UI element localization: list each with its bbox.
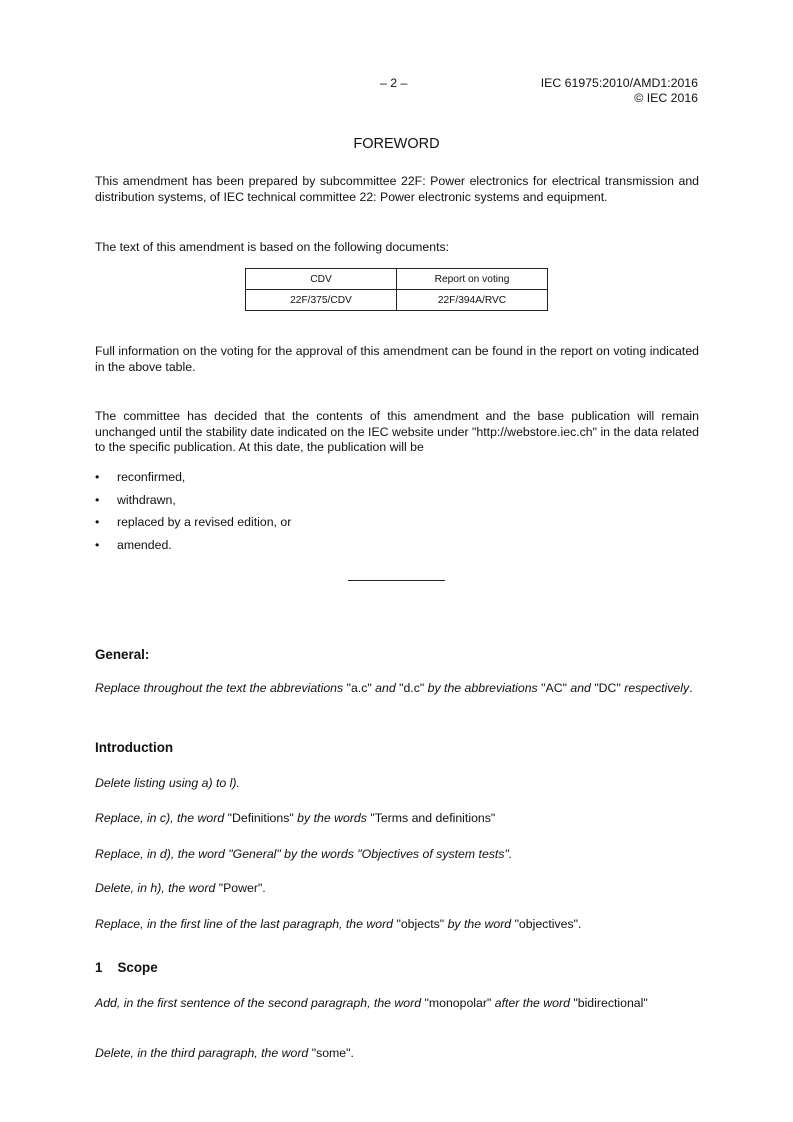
- foreword-paragraph-2: The text of this amendment is based on the following documents:: [95, 240, 450, 254]
- introduction-instruction-5: Replace, in the first line of the last paragraph, the word "objects" by the word "objectives".: [95, 917, 582, 931]
- list-item: • reconfirmed,: [95, 470, 186, 484]
- table-header-row: [246, 269, 548, 290]
- document-header: [541, 76, 698, 106]
- list-item: • amended.: [95, 537, 172, 552]
- table-cell-cdv: 22F/375/CDV: [246, 290, 397, 311]
- introduction-instruction-1: Delete listing using a) to l).: [95, 776, 240, 790]
- bullet-icon: •: [95, 470, 100, 484]
- introduction-instruction-3: Replace, in d), the word "General" by the words "Objectives of system tests".: [95, 847, 513, 861]
- list-item: • replaced by a revised edition, or: [95, 515, 292, 529]
- scope-number: 1: [95, 960, 103, 975]
- introduction-instruction-2: Replace, in c), the word "Definitions" by the words "Terms and definitions": [95, 811, 496, 825]
- foreword-title: FOREWORD: [353, 136, 440, 152]
- page-number: – 2 –: [380, 76, 408, 90]
- scope-instruction-2: Delete, in the third paragraph, the word "some".: [95, 1046, 354, 1060]
- table-cell-rvc: 22F/394A/RVC: [397, 290, 548, 311]
- introduction-heading: Introduction: [95, 740, 174, 755]
- scope-heading: [95, 960, 158, 976]
- foreword-paragraph-3: Full information on the voting for the approval of this amendment can be found in the report on voting indicated in the above table.: [95, 344, 699, 374]
- bullet-icon: •: [95, 537, 100, 552]
- documents-table: [245, 268, 548, 311]
- publication-status-list: [95, 470, 291, 560]
- foreword-paragraph-1: This amendment has been prepared by subcommittee 22F: Power electronics for electrical transmission and distribution systems, of IEC technical committee 22: Power electronic systems and equipment.: [95, 174, 699, 204]
- scope-title: Scope: [117, 960, 158, 975]
- table-row: [246, 290, 548, 311]
- table-header-cdv: CDV: [246, 269, 397, 290]
- bullet-icon: •: [95, 515, 100, 529]
- section-divider: [348, 580, 445, 581]
- list-item: • withdrawn,: [95, 492, 176, 507]
- general-instruction: Replace throughout the text the abbreviations "a.c" and "d.c" by the abbreviations "AC" and "DC" respectively.: [95, 681, 693, 695]
- introduction-instruction-4: Delete, in h), the word "Power".: [95, 881, 266, 895]
- document-id: IEC 61975:2010/AMD1:2016: [540, 76, 698, 90]
- foreword-paragraph-4: The committee has decided that the contents of this amendment and the base publication will remain unchanged until the stability date indicated on the IEC website under "http://webstore.iec.ch" in the data related to the specific publication. At this date, the publication will be: [95, 409, 699, 455]
- copyright: © IEC 2016: [634, 91, 698, 105]
- general-heading: General:: [95, 647, 150, 662]
- scope-instruction-1: Add, in the first sentence of the second paragraph, the word "monopolar" after the word "bidirectional": [95, 996, 648, 1010]
- bullet-icon: •: [95, 492, 100, 507]
- table-header-report: Report on voting: [397, 269, 548, 290]
